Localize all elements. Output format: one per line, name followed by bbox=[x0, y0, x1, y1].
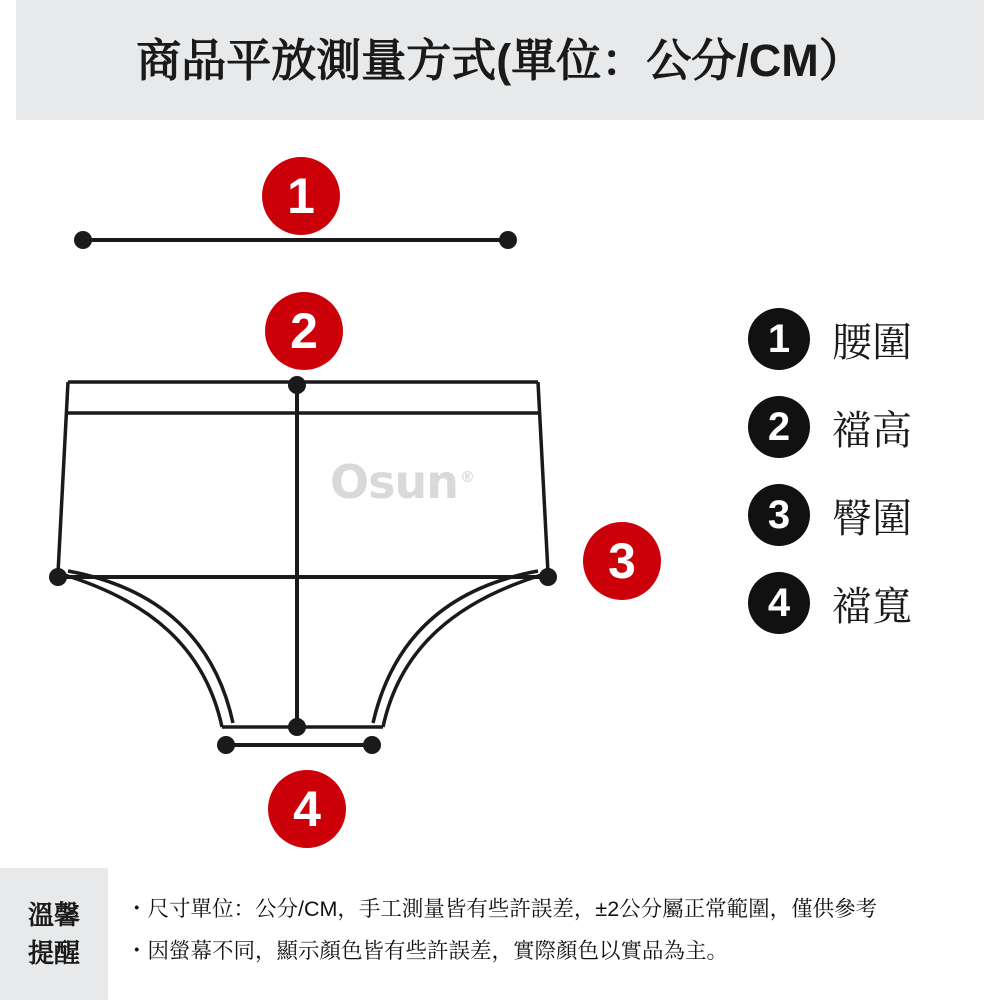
legend-badge-2: 2 bbox=[748, 396, 810, 458]
legend-badge-3: 3 bbox=[748, 484, 810, 546]
brand-watermark bbox=[330, 455, 530, 509]
footer-tag-line1: 溫馨 bbox=[27, 900, 80, 930]
legend-label-2: 襠高 bbox=[832, 408, 912, 453]
watermark-registered-mark: ® bbox=[459, 467, 474, 486]
footer-note-1: ・尺寸單位：公分/CM，手工測量皆有些許誤差，±2公分屬正常範圍，僅供參考 bbox=[126, 897, 878, 921]
legend-item-waist bbox=[748, 295, 988, 383]
legend-badge-4: 4 bbox=[748, 572, 810, 634]
footer-notes bbox=[126, 888, 986, 972]
callout-2: 2 bbox=[265, 292, 343, 370]
legend-item-hip bbox=[748, 471, 988, 559]
footer-note-2: ・因螢幕不同，顯示顏色皆有些許誤差，實際顏色以實品為主。 bbox=[126, 939, 729, 963]
legend-label-3: 臀圍 bbox=[832, 496, 912, 541]
footer-tag bbox=[0, 868, 108, 1000]
callout-4: 4 bbox=[268, 770, 346, 848]
measure-line-crotch-height bbox=[288, 376, 306, 736]
legend-label-4: 襠寬 bbox=[832, 584, 912, 629]
legend-item-crotch-height bbox=[748, 383, 988, 471]
measure-line-hip bbox=[49, 568, 557, 586]
garment-outline bbox=[58, 382, 548, 727]
footer-right-stripe bbox=[986, 868, 1000, 1000]
legend-badge-1: 1 bbox=[748, 308, 810, 370]
legend bbox=[748, 295, 988, 647]
legend-label-1: 腰圍 bbox=[832, 320, 912, 365]
page-title: 商品平放測量方式(單位：公分/CM） bbox=[136, 35, 864, 86]
callout-3: 3 bbox=[583, 522, 661, 600]
measure-line-crotch-width bbox=[217, 736, 381, 754]
footer-tag-line2: 提醒 bbox=[27, 938, 80, 968]
callout-1: 1 bbox=[262, 157, 340, 235]
legend-item-crotch-width bbox=[748, 559, 988, 647]
watermark-text: Osun bbox=[330, 455, 458, 509]
